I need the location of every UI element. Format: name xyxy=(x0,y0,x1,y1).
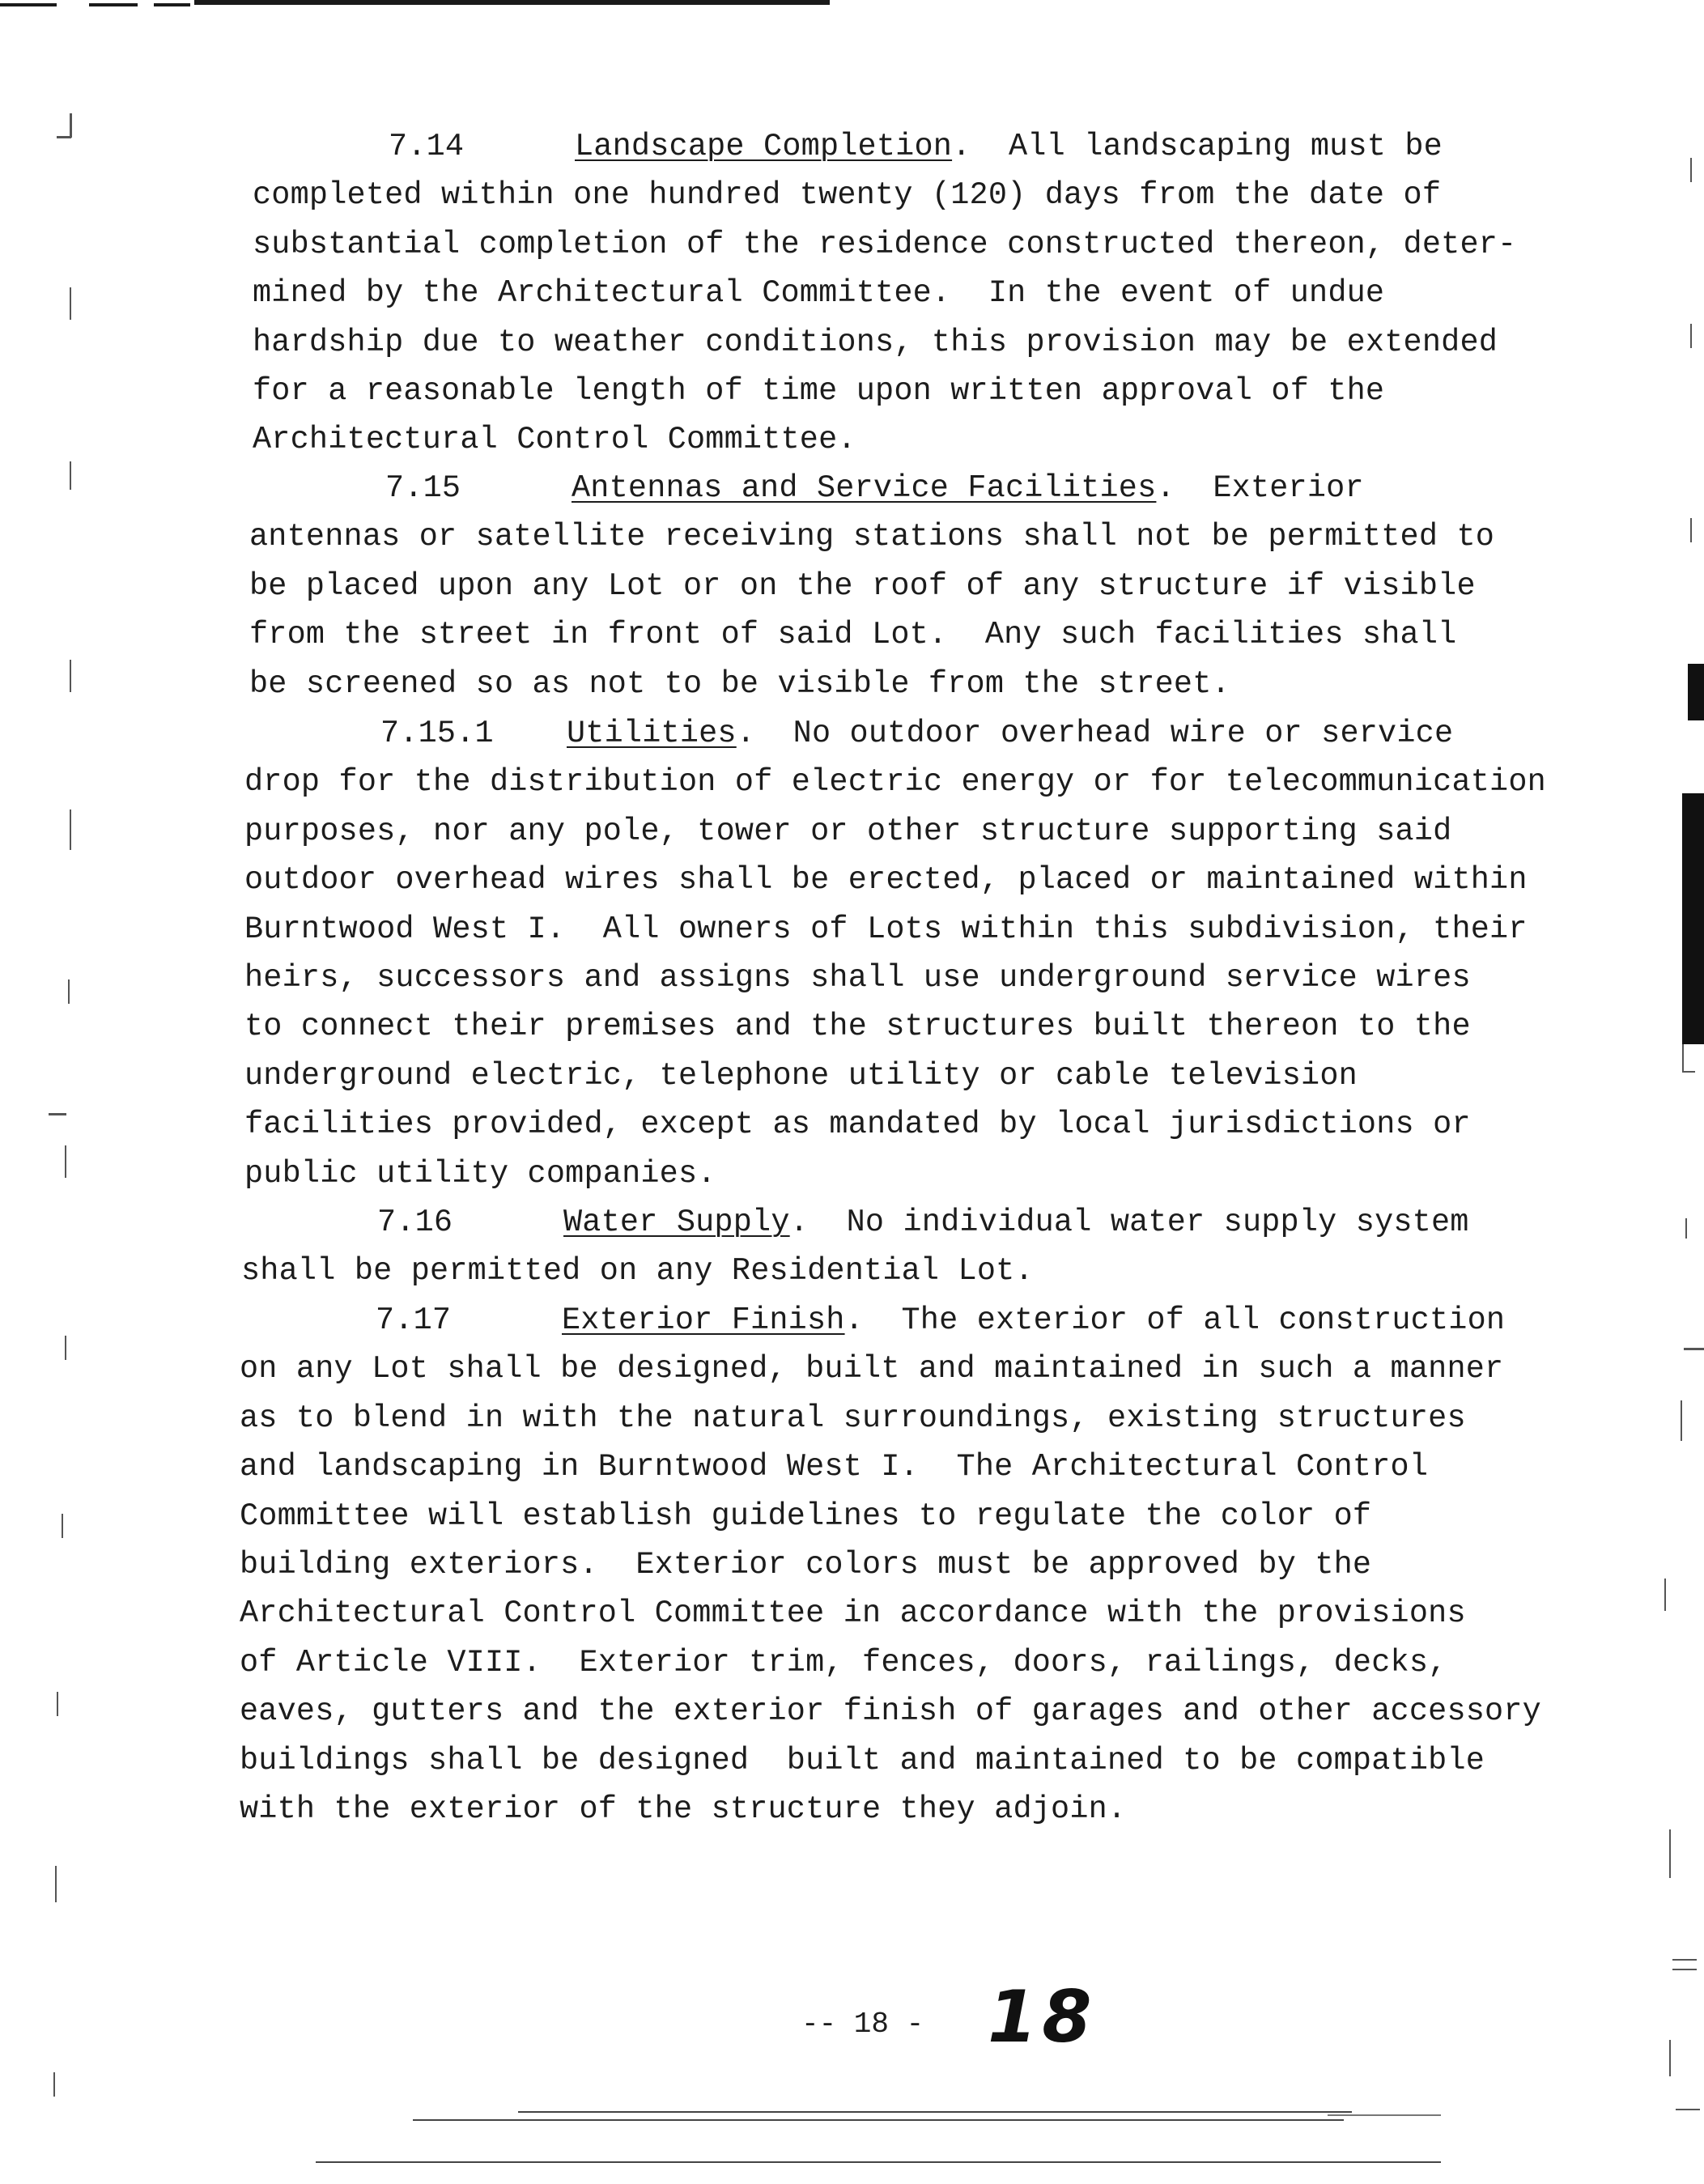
margin-mark xyxy=(53,2072,55,2097)
margin-mark xyxy=(70,809,71,850)
margin-mark xyxy=(57,136,71,138)
page-number: -- 18 - xyxy=(801,2008,924,2041)
body-line: facilities provided, except as mandated by local jurisdictions or xyxy=(244,1107,1471,1143)
scan-mark xyxy=(194,0,830,5)
body-line: for a reasonable length of time upon written approval of the xyxy=(253,373,1385,410)
scan-mark xyxy=(316,2161,1441,2163)
body-line: from the street in front of said Lot. Any such facilities shall xyxy=(249,617,1457,653)
handwritten-page-number: 18 xyxy=(988,1975,1097,2059)
body-line: Committee will establish guidelines to regulate the color of xyxy=(240,1498,1372,1534)
scan-mark xyxy=(1328,2114,1441,2116)
body-line: outdoor overhead wires shall be erected, placed or maintained within xyxy=(244,862,1528,899)
body-text: . No individual water supply system xyxy=(789,1205,1469,1240)
body-line: on any Lot shall be designed, built and maintained in such a manner xyxy=(240,1351,1504,1387)
scan-mark xyxy=(154,3,190,6)
section-7-17 xyxy=(240,1296,1541,1833)
margin-mark xyxy=(1664,1579,1666,1611)
body-line: heirs, successors and assigns shall use underground service wires xyxy=(244,960,1471,996)
section-number: 7.17 xyxy=(376,1302,452,1338)
section-first-line xyxy=(241,1198,1469,1247)
section-heading: Water Supply xyxy=(563,1205,790,1240)
margin-mark xyxy=(1682,1044,1684,1073)
body-line: underground electric, telephone utility or cable television xyxy=(244,1057,1358,1094)
body-line: of Article VIII. Exterior trim, fences, doors, railings, decks, xyxy=(240,1644,1447,1680)
scan-mark xyxy=(0,3,57,6)
margin-mark xyxy=(65,1336,66,1360)
body-line: to connect their premises and the structures built thereon to the xyxy=(244,1009,1471,1045)
body-line: and landscaping in Burntwood West I. The Architectural Control xyxy=(240,1449,1429,1485)
body-line: with the exterior of the structure they adjoin. xyxy=(240,1791,1127,1828)
body-line: Architectural Control Committee in accordance with the provisions xyxy=(240,1596,1466,1632)
scan-mark xyxy=(89,3,138,6)
margin-mark xyxy=(70,660,71,692)
section-heading: Landscape Completion xyxy=(575,129,953,164)
body-line: antennas or satellite receiving stations shall not be permitted to xyxy=(249,519,1495,555)
body-line: be screened so as not to be visible from the street. xyxy=(249,665,1230,702)
section-7-16 xyxy=(241,1198,1469,1296)
section-number: 7.16 xyxy=(377,1205,453,1240)
margin-mark xyxy=(70,461,71,490)
body-line: as to blend in with the natural surroundings, existing structures xyxy=(240,1400,1466,1436)
section-7-14 xyxy=(253,122,1516,465)
margin-mark xyxy=(1676,2109,1700,2110)
body-line: drop for the distribution of electric energy or for telecommunication xyxy=(244,764,1546,801)
margin-mark xyxy=(1681,1400,1682,1441)
margin-mark xyxy=(62,1514,63,1538)
margin-mark xyxy=(70,287,71,320)
scan-mark xyxy=(518,2111,1352,2113)
section-number: 7.14 xyxy=(389,129,465,164)
body-line: Burntwood West I. All owners of Lots within this subdivision, their xyxy=(244,911,1528,947)
margin-mark xyxy=(1684,1348,1704,1350)
margin-mark xyxy=(1682,1071,1695,1073)
body-line: be placed upon any Lot or on the roof of any structure if visible xyxy=(249,567,1476,604)
body-line: Architectural Control Committee. xyxy=(253,422,856,458)
margin-mark xyxy=(1669,2040,1671,2076)
section-first-line xyxy=(244,709,1546,758)
section-number: 7.15.1 xyxy=(380,716,494,751)
section-heading: Antennas and Service Facilities xyxy=(572,470,1157,506)
body-line: building exteriors. Exterior colors must be approved by the xyxy=(240,1547,1372,1583)
scan-edge-shadow xyxy=(1682,793,1704,1044)
margin-mark xyxy=(1672,1959,1697,1961)
scan-edge-shadow xyxy=(1688,664,1704,720)
section-7-15-1 xyxy=(244,709,1546,1198)
margin-mark xyxy=(1672,1969,1697,1970)
body-line: purposes, nor any pole, tower or other structure supporting said xyxy=(244,813,1452,849)
body-line: substantial completion of the residence constructed thereon, deter- xyxy=(253,226,1517,262)
section-first-line xyxy=(249,464,1494,512)
margin-mark xyxy=(55,1866,57,1902)
section-heading: Exterior Finish xyxy=(562,1302,845,1338)
body-line: mined by the Architectural Committee. In the event of undue xyxy=(253,275,1385,312)
section-heading: Utilities xyxy=(567,716,737,751)
margin-mark xyxy=(1690,324,1692,348)
margin-mark xyxy=(1685,1218,1687,1239)
body-line: completed within one hundred twenty (120) days from the date of xyxy=(253,177,1442,214)
margin-mark xyxy=(1690,158,1692,182)
body-line: eaves, gutters and the exterior finish of garages and other accessory xyxy=(240,1693,1541,1730)
body-text: . No outdoor overhead wire or service xyxy=(736,716,1454,751)
body-text: . Exterior xyxy=(1156,470,1364,506)
margin-mark xyxy=(68,979,70,1004)
scan-artifact-top xyxy=(0,0,830,8)
margin-mark xyxy=(65,1145,66,1178)
body-line: shall be permitted on any Residential Lot. xyxy=(241,1253,1034,1290)
section-number: 7.15 xyxy=(385,470,461,506)
scan-mark xyxy=(413,2119,1344,2121)
scan-artifact-bottom xyxy=(316,2105,1449,2169)
margin-mark xyxy=(57,1692,58,1716)
body-text: . All landscaping must be xyxy=(952,129,1443,164)
margin-mark xyxy=(70,113,72,138)
margin-mark xyxy=(1690,518,1692,542)
body-text: . The exterior of all construction xyxy=(844,1302,1506,1338)
body-line: public utility companies. xyxy=(244,1155,716,1192)
body-line: buildings shall be designed built and maintained to be compatible xyxy=(240,1742,1485,1778)
body-line: hardship due to weather conditions, this provision may be extended xyxy=(253,324,1498,360)
section-first-line xyxy=(240,1296,1541,1345)
section-7-15 xyxy=(249,464,1494,708)
section-first-line xyxy=(253,122,1516,171)
margin-mark xyxy=(49,1113,66,1115)
margin-mark xyxy=(1669,1829,1671,1878)
